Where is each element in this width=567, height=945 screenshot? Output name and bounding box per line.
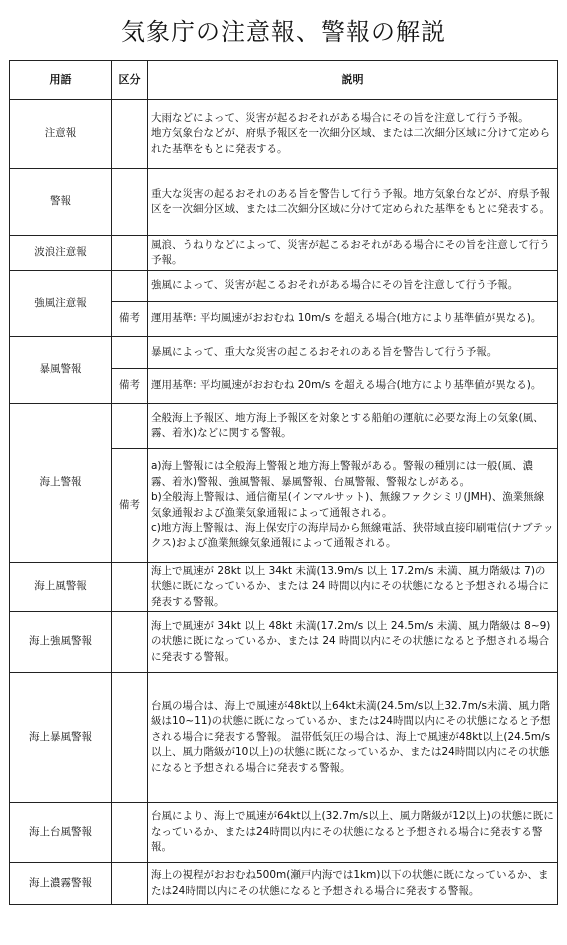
header-category: 区分 xyxy=(112,61,148,100)
header-term: 用語 xyxy=(10,61,112,100)
term-cell: 暴風警報 xyxy=(10,337,112,404)
category-cell xyxy=(112,100,148,169)
description-cell xyxy=(148,169,558,236)
note-text: 運用基準: 平均風速がおおむね 20m/s を超える場合(地方により基準値が異なる)。 xyxy=(151,379,542,392)
note-cell xyxy=(148,449,558,563)
term-cell: 強風注意報 xyxy=(10,271,112,337)
description-text: 台風の場合は、海上で風速が48kt以上64kt未満(24.5m/s以上32.7m/s未満、風力階級は10~11)の状態に既になっているか、または24時間以内にその状態になると予想される場合に発表する警報。 温帯低気圧の場合は、海上で風速が48kt以上(24.5m/s以上、風力階級が10以上)の状態に既になっているか、または24時間以内にその状態になると予想される場合に発表する警報。 xyxy=(151,699,551,774)
term-cell: 海上台風警報 xyxy=(10,803,112,863)
description-cell xyxy=(148,337,558,369)
category-cell xyxy=(112,612,148,673)
category-cell xyxy=(112,271,148,302)
category-cell xyxy=(112,404,148,449)
description-text: 海上で風速が 34kt 以上 48kt 未満(17.2m/s 以上 24.5m/s 未満、風力階級は 8~9)の状態に既になっているか、または 24 時間以内にその状態になると予想される場合に発表する警報。 xyxy=(151,619,551,663)
table-row xyxy=(10,337,558,369)
description-text: 大雨などによって、災害が起るおそれがある場合にその旨を注意して行う予報。 xyxy=(151,111,529,124)
table-row xyxy=(10,863,558,905)
note-text: 運用基準: 平均風速がおおむね 10m/s を超える場合(地方により基準値が異なる)。 xyxy=(151,312,542,325)
note-category-cell: 備考 xyxy=(112,302,148,337)
glossary-table xyxy=(9,60,558,905)
description-text: 台風により、海上で風速が64kt以上(32.7m/s以上、風力階級が12以上)の状態に既になっているか、または24時間以内にその状態になると予想される場合に発表する警報。 xyxy=(151,810,554,854)
category-cell xyxy=(112,563,148,612)
description-text: 強風によって、災害が起こるおそれがある場合にその旨を注意して行う予報。 xyxy=(151,279,519,292)
page-title: 気象庁の注意報、警報の解説 xyxy=(121,18,446,46)
term-cell: 注意報 xyxy=(10,100,112,169)
note-text: b)全般海上警報は、通信衛星(インマルサット)、無線ファクシミリ(JMH)、漁業無線気象通報および漁業気象通報によって通報される。 xyxy=(151,491,545,519)
category-cell xyxy=(112,236,148,271)
table-row xyxy=(10,803,558,863)
description-cell xyxy=(148,803,558,863)
table-header-row xyxy=(10,61,558,100)
description-cell xyxy=(148,100,558,169)
description-text: 風浪、うねりなどによって、災害が起こるおそれがある場合にその旨を注意して行う予報。 xyxy=(151,238,550,266)
table-row xyxy=(10,100,558,169)
description-cell xyxy=(148,404,558,449)
table-row xyxy=(10,404,558,449)
note-text: a)海上警報には全般海上警報と地方海上警報がある。警報の種別には一般(風、濃霧、着氷)警報、強風警報、暴風警報、台風警報、警報なしがある。 xyxy=(151,460,534,488)
term-cell: 海上強風警報 xyxy=(10,612,112,673)
term-cell: 海上風警報 xyxy=(10,563,112,612)
description-cell xyxy=(148,236,558,271)
description-text: 全般海上予報区、地方海上予報区を対象とする船舶の運航に必要な海上の気象(風、霧、着氷)などに関する警報。 xyxy=(151,411,544,439)
table-row xyxy=(10,612,558,673)
term-cell: 海上暴風警報 xyxy=(10,673,112,803)
table-row xyxy=(10,673,558,803)
term-cell: 警報 xyxy=(10,169,112,236)
header-description: 説明 xyxy=(148,61,558,100)
note-text: c)地方海上警報は、海上保安庁の海岸局から無線電話、狭帯域直接印刷電信(ナブテックス)および漁業無線気象通報によって通報される。 xyxy=(151,521,554,550)
description-cell xyxy=(148,563,558,612)
note-category-cell: 備考 xyxy=(112,449,148,563)
category-cell xyxy=(112,169,148,236)
description-text: 海上で風速が 28kt 以上 34kt 未満(13.9m/s 以上 17.2m/s 未満、風力階級は 7)の状態に既になっているか、または 24 時間以内にその状態になると予想される場合に発表する警報。 xyxy=(151,564,550,608)
table-row xyxy=(10,236,558,271)
table-row xyxy=(10,169,558,236)
description-cell xyxy=(148,863,558,905)
description-text: 暴風によって、重大な災害の起こるおそれのある旨を警告して行う予報。 xyxy=(151,345,498,358)
description-text: 地方気象台などが、府県予報区を一次細分区域、または二次細分区域に分けて定められた基準をもとに発表する。 xyxy=(151,127,550,155)
category-cell xyxy=(112,337,148,369)
description-cell xyxy=(148,271,558,302)
description-cell xyxy=(148,612,558,673)
description-text: 重大な災害の起るおそれのある旨を警告して行う予報。地方気象台などが、府県予報区を一次細分区域、または二次細分区域に分けて定められた基準をもとに発表する。 xyxy=(151,187,550,215)
table-row xyxy=(10,563,558,612)
category-cell xyxy=(112,673,148,803)
note-cell xyxy=(148,302,558,337)
description-text: 海上の視程がおおむね500m(瀬戸内海では1km)以下の状態に既になっているか、または24時間以内にその状態になると予想される場合に発表する警報。 xyxy=(151,869,549,897)
note-category-cell: 備考 xyxy=(112,369,148,404)
category-cell xyxy=(112,803,148,863)
note-cell xyxy=(148,369,558,404)
term-cell: 海上警報 xyxy=(10,404,112,563)
term-cell: 海上濃霧警報 xyxy=(10,863,112,905)
term-cell: 波浪注意報 xyxy=(10,236,112,271)
category-cell xyxy=(112,863,148,905)
description-cell xyxy=(148,673,558,803)
table-row xyxy=(10,271,558,302)
